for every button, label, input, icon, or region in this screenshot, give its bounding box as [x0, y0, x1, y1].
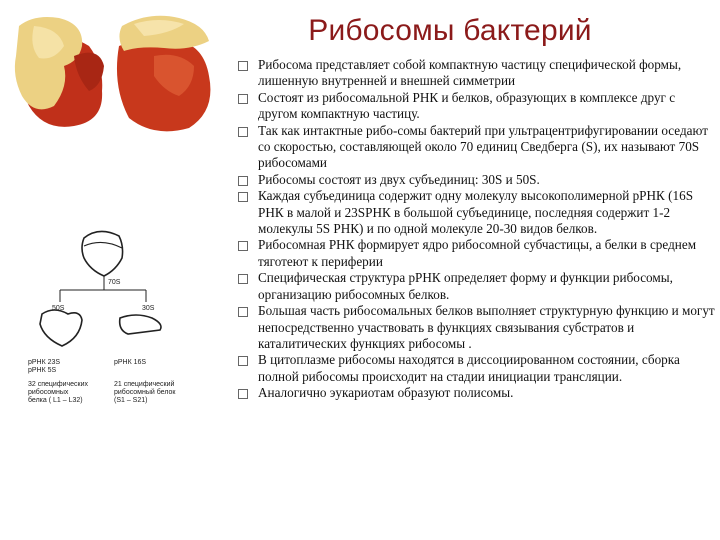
bullet-item: [238, 237, 716, 270]
square-bullet-icon: [238, 192, 248, 202]
subunit-30s-shape: [120, 315, 161, 334]
bullet-text: Рибосома представляет собой компактную частицу специфической формы, лишенную внутренней и внешней симметрии: [258, 57, 682, 89]
bullet-item: [238, 352, 716, 385]
bullet-list: [238, 57, 716, 402]
bullet-text: Состоят из рибосомальной РНК и белков, образующих в комплексе друг с другом компактную частицу.: [258, 89, 676, 122]
bullet-item: [238, 385, 716, 401]
right-prot-2: рибосомный белок: [114, 389, 176, 396]
assembled-70s-divider: [84, 242, 122, 248]
ribosome-subunit-diagram: [24, 218, 214, 418]
assembled-70s-shape: [82, 231, 123, 276]
right-rna-1: рРНК 16S: [114, 359, 147, 366]
square-bullet-icon: [238, 176, 248, 186]
bullet-text: В цитоплазме рибосомы находятся в диссоциированном состоянии, сборка полной рибосомы происходит на стадии инициации трансляции.: [258, 352, 680, 384]
bullet-text: Большая часть рибосомальных белков выполняет структурную функцию и могут непосредственно участвовать в функциях связывания субстратов и каталитических функциях рибосомы .: [258, 303, 715, 351]
label-70s: 70S: [108, 279, 121, 286]
left-prot-3: белка ( L1 – L32): [28, 397, 83, 404]
slide-title: Рибосомы бактерий: [308, 14, 592, 47]
square-bullet-icon: [238, 307, 248, 317]
square-bullet-icon: [238, 389, 248, 399]
bullet-item: [238, 303, 716, 352]
bullet-text: Каждая субъединица содержит одну молекулу высокополимерной рРНК (16S РНК в малой и 23SРНК в большой субъединице, последняя содержит 1-2 молекулы 5S РНК) и по одной молекуле 20-30 видов белков.: [258, 188, 694, 237]
bullet-text: Аналогично эукариотам образуют полисомы.: [258, 385, 514, 401]
square-bullet-icon: [238, 94, 248, 104]
bullet-text: Специфическая структура рРНК определяет форму и функции рибосомы, организацию рибосомных белков.: [258, 270, 673, 302]
square-bullet-icon: [238, 274, 248, 284]
right-prot-3: (S1 – S21): [114, 397, 148, 404]
left-rna-2: рРНК 5S: [28, 367, 57, 374]
left-prot-1: 32 специфических: [28, 381, 89, 388]
square-bullet-icon: [238, 356, 248, 366]
bullet-text: Рибосомная РНК формирует ядро рибосомной субчастицы, а белки в среднем тяготеют к периферии: [258, 237, 697, 269]
right-prot-1: 21 специфический: [114, 381, 175, 388]
bullet-item: [238, 188, 716, 237]
bullet-text: Рибосомы состоят из двух субъединиц: 30S и 50S.: [258, 171, 540, 187]
bullet-item: [238, 90, 716, 123]
bullet-item: [238, 57, 716, 90]
left-prot-2: рибосомных: [28, 389, 69, 396]
bullet-item: [238, 123, 716, 172]
subunit-50s-shape: [40, 310, 82, 346]
bullet-text: Так как интактные рибо-сомы бактерий при ультрацентрифугировании оседают со скоростью, составляющей около 70 единиц Сведберга (S), их называют 70S рибосомами: [258, 122, 708, 171]
label-50s: 50S: [52, 305, 65, 312]
bullet-item: [238, 270, 716, 303]
label-30s: 30S: [142, 305, 155, 312]
bullet-item: [238, 172, 716, 188]
left-rna-1: рРНК 23S: [28, 359, 61, 366]
ribosome-3d-model-image: [4, 6, 224, 141]
square-bullet-icon: [238, 241, 248, 251]
square-bullet-icon: [238, 127, 248, 137]
square-bullet-icon: [238, 61, 248, 71]
